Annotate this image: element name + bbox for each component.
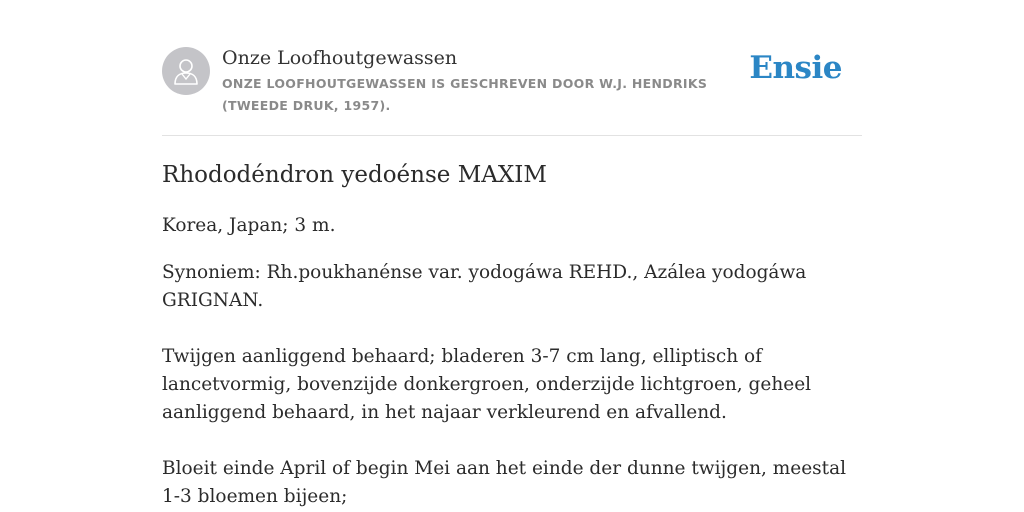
header-text xyxy=(222,44,762,117)
entry-paragraph: Bloeit einde April of begin Mei aan het einde der dunne twijgen, meestal 1-3 bloemen bijeen; xyxy=(162,458,847,507)
book-title[interactable]: Onze Loofhoutgewassen xyxy=(222,47,458,69)
avatar[interactable] xyxy=(162,47,210,95)
entry-paragraph: Korea, Japan; 3 m. xyxy=(162,215,336,236)
book-subtitle: ONZE LOOFHOUTGEWASSEN IS GESCHREVEN DOOR W.J. HENDRIKS (TWEEDE DRUK, 1957). xyxy=(222,76,708,113)
entry-title: Rhododéndron yedoénse MAXIM xyxy=(162,162,547,188)
entry-paragraph: Twijgen aanliggend behaard; bladeren 3-7 cm lang, elliptisch of lancetvormig, bovenzijde donkergroen, onderzijde lichtgroen, geheel aanliggend behaard, in het najaar verkleurend en afvallend. xyxy=(162,346,812,423)
entry-paragraph: Synoniem: Rh.poukhanénse var. yodogáwa REHD., Azálea yodogáwa GRIGNAN. xyxy=(162,262,807,311)
entry-content xyxy=(162,158,862,511)
divider xyxy=(162,135,862,136)
user-icon xyxy=(172,56,200,86)
ensie-logo[interactable]: Ensie xyxy=(749,50,842,86)
